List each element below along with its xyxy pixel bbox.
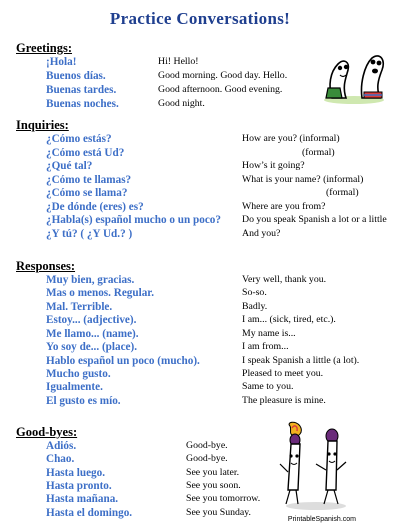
phrase-row — [0, 160, 400, 173]
section-heading-inquiries: Inquiries: — [16, 118, 69, 132]
phrase-row — [0, 228, 400, 241]
spanish-phrase: Hasta mañana. — [46, 493, 119, 505]
english-translation: How are you? (informal) — [242, 133, 340, 144]
english-translation: Good-bye. — [186, 453, 228, 464]
english-translation: (formal) — [326, 187, 359, 198]
english-translation: See you later. — [186, 467, 240, 478]
phrase-row — [0, 147, 400, 160]
english-translation: And you? — [242, 228, 281, 239]
english-translation: Do you speak Spanish a lot or a little — [242, 214, 387, 225]
section-heading-good-byes: Good-byes: — [16, 425, 78, 439]
english-translation: Same to you. — [242, 381, 294, 392]
english-translation: See you Sunday. — [186, 507, 251, 518]
english-translation: (formal) — [302, 147, 335, 158]
section-heading-greetings: Greetings: — [16, 41, 73, 55]
phrase-row — [0, 214, 400, 227]
english-translation: Badly. — [242, 301, 268, 312]
cartoon-matches-icon — [276, 420, 356, 512]
section-heading-responses: Responses: — [16, 259, 76, 273]
english-translation: Pleased to meet you. — [242, 368, 324, 379]
english-translation: Good afternoon. Good evening. — [158, 84, 283, 95]
phrase-row — [0, 355, 400, 368]
english-translation: Where are you from? — [242, 201, 326, 212]
spanish-phrase: Buenas tardes. — [46, 84, 117, 96]
spanish-phrase: Me llamo... (name). — [46, 328, 139, 340]
english-translation: See you tomorrow. — [186, 493, 261, 504]
english-translation: Very well, thank you. — [242, 274, 327, 285]
english-translation: Good night. — [158, 98, 205, 109]
spanish-phrase: ¿De dónde (eres) es? — [46, 201, 144, 213]
spanish-phrase: El gusto es mío. — [46, 395, 121, 407]
phrase-row — [0, 341, 400, 354]
english-translation: I speak Spanish a little (a lot). — [242, 355, 360, 366]
phrase-row — [0, 187, 400, 200]
spanish-phrase: Mas o menos. Regular. — [46, 287, 155, 299]
page-title: Practice Conversations! — [109, 9, 291, 28]
spanish-phrase: Adiós. — [46, 440, 77, 452]
phrase-row — [0, 274, 400, 287]
spanish-phrase: Chao. — [46, 453, 75, 465]
spanish-phrase: Yo soy de... (place). — [46, 341, 138, 353]
spanish-phrase: ¿Habla(s) español mucho o un poco? — [46, 214, 221, 226]
phrase-row — [0, 328, 400, 341]
spanish-phrase: Mucho gusto. — [46, 368, 111, 380]
english-translation: Hi! Hello! — [158, 56, 199, 67]
english-translation: Good morning. Good day. Hello. — [158, 70, 288, 81]
spanish-phrase: ¿Qué tal? — [46, 160, 93, 172]
spanish-phrase: ¿Cómo se llama? — [46, 187, 128, 199]
spanish-phrase: Mal. Terrible. — [46, 301, 113, 313]
spanish-phrase: ¡Hola! — [46, 56, 77, 68]
phrase-row — [0, 174, 400, 187]
phrase-row — [0, 201, 400, 214]
english-translation: How’s it going? — [242, 160, 305, 171]
phrase-row — [0, 314, 400, 327]
spanish-phrase: Buenos días. — [46, 70, 106, 82]
english-translation: So-so. — [242, 287, 267, 298]
english-translation: I am from... — [242, 341, 289, 352]
spanish-phrase: Estoy... (adjective). — [46, 314, 137, 326]
phrase-row — [0, 287, 400, 300]
phrase-row — [0, 133, 400, 146]
phrase-row — [0, 381, 400, 394]
spanish-phrase: Buenas noches. — [46, 98, 119, 110]
spanish-phrase: Hasta el domingo. — [46, 507, 133, 519]
spanish-phrase: ¿Cómo está Ud? — [46, 147, 125, 159]
spanish-phrase: Hasta luego. — [46, 467, 106, 479]
cartoon-worms-icon — [318, 48, 390, 108]
spanish-phrase: ¿Y tú? ( ¿Y Ud.? ) — [46, 228, 133, 240]
spanish-phrase: ¿Cómo estás? — [46, 133, 112, 145]
english-translation: The pleasure is mine. — [242, 395, 326, 406]
english-translation: My name is... — [242, 328, 296, 339]
spanish-phrase: Igualmente. — [46, 381, 103, 393]
footer-credit: PrintableSpanish.com — [287, 516, 356, 523]
spanish-phrase: Muy bien, gracias. — [46, 274, 135, 286]
english-translation: See you soon. — [186, 480, 241, 491]
phrase-row — [0, 368, 400, 381]
spanish-phrase: Hablo español un poco (mucho). — [46, 355, 200, 367]
english-translation: Good-bye. — [186, 440, 228, 451]
phrase-row — [0, 301, 400, 314]
spanish-phrase: Hasta pronto. — [46, 480, 112, 492]
english-translation: What is your name? (informal) — [242, 174, 364, 185]
spanish-phrase: ¿Cómo te llamas? — [46, 174, 132, 186]
phrase-row — [0, 395, 400, 408]
english-translation: I am... (sick, tired, etc.). — [242, 314, 336, 325]
